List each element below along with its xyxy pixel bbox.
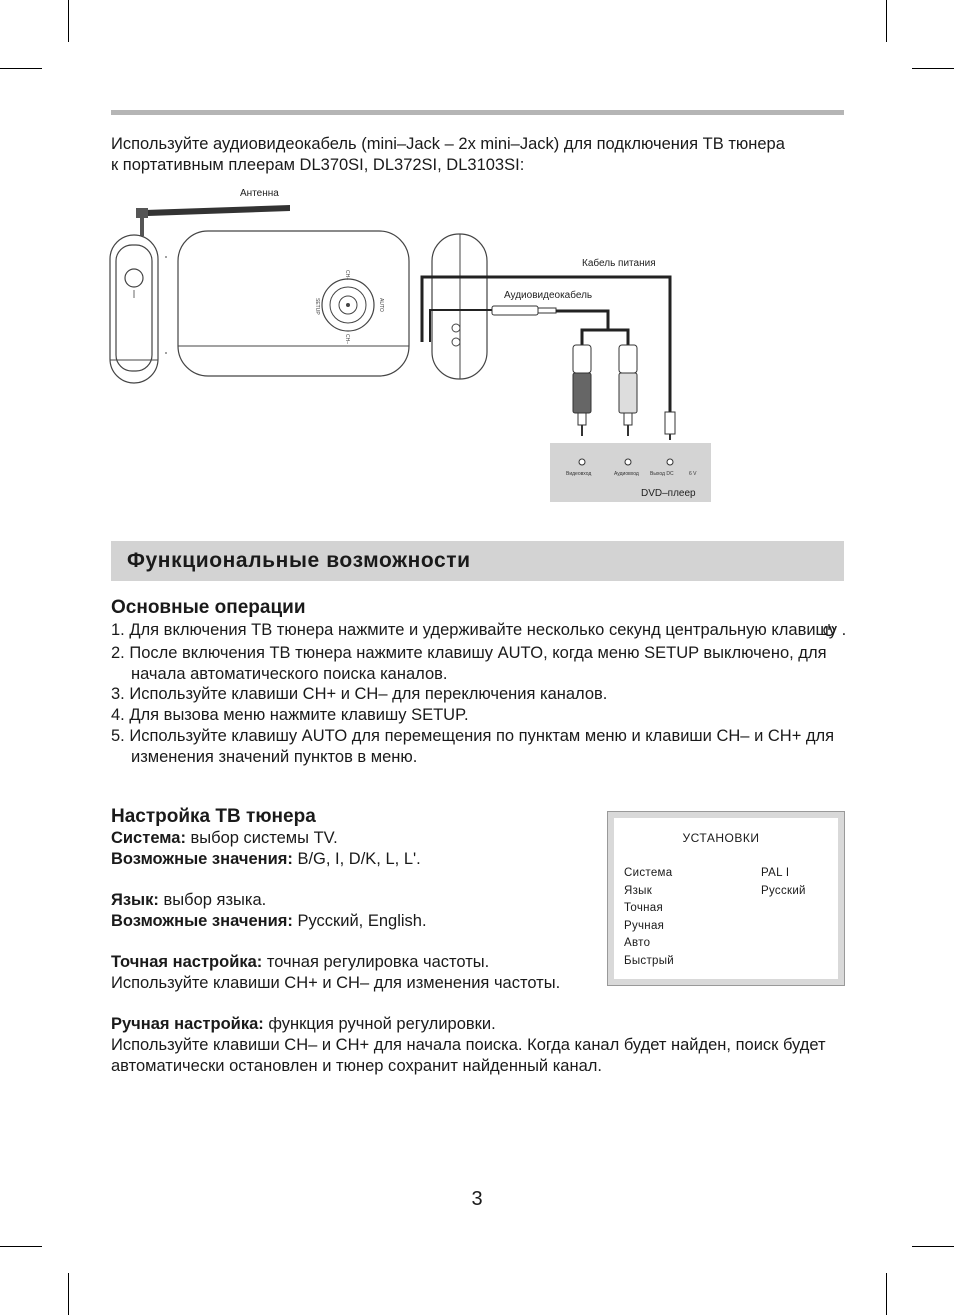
crop-mark (886, 0, 887, 42)
crop-mark (0, 1246, 42, 1247)
menu-item-auto: Авто (624, 937, 651, 949)
menu-item-manual: Ручная (624, 920, 665, 932)
list-item: 4. Для вызова меню нажмите клавишу SETUP. (111, 706, 469, 725)
manual-tuning-paragraph: Ручная настройка: функция ручной регулировки. Используйте клавиши CH– и CH+ для начала поиска. Когда канал будет найден, поиск будет автоматически остановлен и тюнер сохранит найденный канал. (111, 1015, 826, 1075)
list-item: 5. Используйте клавишу AUTO для перемещения по пунктам меню и клавиши CH– и CH+ для изменения значений пунктов в меню. (111, 726, 835, 766)
audio-in-port-icon (625, 459, 631, 465)
menu-value-language: Русский (761, 885, 806, 897)
antenna-icon (145, 205, 290, 216)
intro-line-1: Используйте аудиовидеокабель (mini–Jack – 2x mini–Jack) для подключения ТВ тюнера (111, 135, 785, 153)
menu-item-fast: Быстрый (624, 955, 675, 967)
port-icon (452, 338, 460, 346)
port-icon (452, 324, 460, 332)
dvd-player-label: DVD–плеер (641, 488, 696, 499)
video-in-port-icon (579, 459, 585, 465)
av-cable-label: Аудиовидеокабель (504, 290, 593, 301)
antenna-connector (136, 208, 148, 218)
system-label: Система: (111, 829, 186, 847)
page-number: 3 (471, 1188, 483, 1210)
intro-line-2: к портативным плеерам DL370SI, DL372SI, DL3103SI: (111, 156, 525, 174)
list-item: 1. Для включения ТВ тюнера нажмите и удерживайте несколько секунд центральную клавишу . (111, 621, 847, 639)
section-title: Функциональные возможности (127, 549, 471, 572)
language-paragraph: Язык: выбор языка. Возможные значения: Русский, English. (111, 891, 427, 930)
crop-mark (912, 1246, 954, 1247)
crop-mark (0, 68, 42, 69)
menu-title: УСТАНОВКИ (682, 831, 760, 845)
menu-value-system: PAL I (761, 867, 790, 879)
port-audio-label: Аудиовход (614, 471, 639, 477)
system-values-label: Возможные значения: (111, 849, 293, 868)
section-header-bar (111, 541, 844, 581)
antenna-label: Антенна (240, 188, 279, 199)
port-dc-voltage-label: 6 V (689, 471, 697, 477)
audio-plug (619, 345, 637, 373)
button-auto-label: AUTO (378, 298, 384, 312)
basic-operations-heading: Основные операции (111, 597, 306, 618)
system-paragraph: Система: выбор системы TV. Возможные значения: B/G, I, D/K, L, L'. (111, 829, 421, 868)
settings-menu-screen (607, 811, 845, 986)
port-dc-label: Выход DC (650, 471, 674, 477)
tuner-setup-heading: Настройка ТВ тюнера (111, 806, 316, 827)
manual-tuning-label: Ручная настройка: (111, 1015, 264, 1033)
button-ch-minus-label: CH– (344, 334, 350, 345)
menu-item-language: Язык (624, 885, 653, 897)
list-item: 3. Используйте клавиши CH+ и CH– для переключения каналов. (111, 685, 608, 704)
video-plug (573, 345, 591, 373)
power-button-icon (125, 269, 143, 287)
language-values-label: Возможные значения: (111, 911, 293, 930)
language-label: Язык: (111, 891, 159, 909)
connection-diagram (100, 180, 720, 510)
button-ch-plus-label: CH+ (344, 270, 350, 281)
crop-mark (886, 1273, 887, 1315)
crop-mark (68, 1273, 69, 1315)
dc-plug (665, 412, 675, 434)
crop-mark (68, 0, 69, 42)
power-cable-label: Кабель питания (582, 258, 656, 269)
list-item: 2. После включения ТВ тюнера нажмите клавишу AUTO, когда меню SETUP выключено, для начала автоматического поиска каналов. (111, 643, 827, 683)
crop-mark (912, 68, 954, 69)
basic-operations-list (111, 620, 851, 768)
fine-tuning-paragraph: Точная настройка: точная регулировка частоты. Используйте клавиши CH+ и CH– для изменения частоты. (111, 953, 561, 992)
intro-text (111, 134, 851, 176)
menu-item-fine: Точная (624, 902, 664, 914)
antenna-connector (140, 218, 144, 236)
fine-tuning-label: Точная настройка: (111, 953, 263, 971)
button-setup-label: SETUP (314, 298, 320, 315)
av-plug (492, 306, 538, 315)
header-rule (111, 110, 844, 115)
port-video-label: Видеовход (566, 471, 592, 477)
dc-out-port-icon (667, 459, 673, 465)
menu-item-system: Система (624, 867, 673, 879)
